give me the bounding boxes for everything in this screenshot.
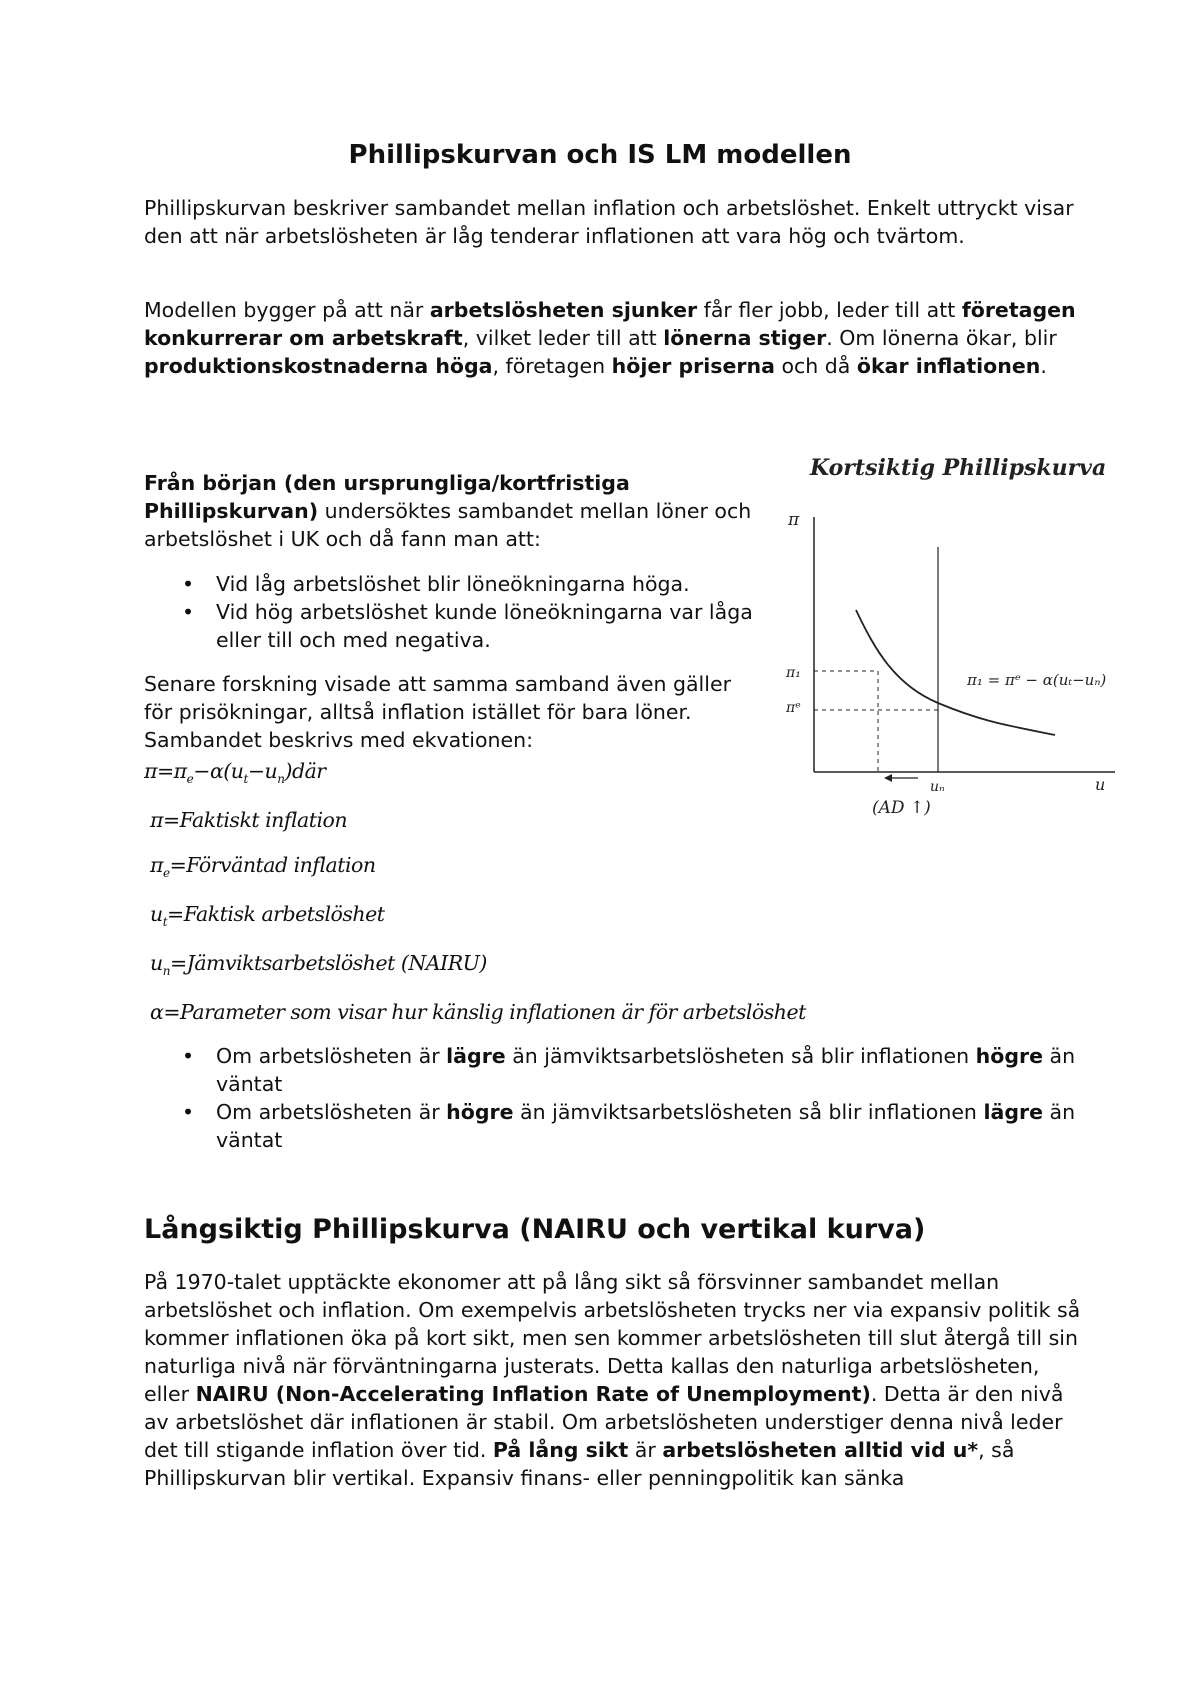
bold-text: NAIRU (Non-Accelerating Inflation Rate of Unemployment) <box>195 1382 871 1406</box>
definition-alpha: α=Parameter som visar hur känslig inflationen är för arbetslöshet <box>150 1000 806 1024</box>
effect-bullet-list <box>144 1042 1084 1154</box>
bold-text: arbetslösheten alltid vid u* <box>662 1438 979 1462</box>
definition-u-t: $u_t=Faktisk$ arbetslöshet <box>150 902 385 930</box>
bold-text: produktionskostnaderna höga <box>144 354 493 378</box>
bold-text: lönerna stiger <box>663 326 827 350</box>
list-item: • Om arbetslösheten är högre än jämviktsarbetslösheten så blir inflationen lägre än väntat <box>144 1098 1084 1154</box>
x-axis-label: u <box>1095 775 1106 794</box>
intro-paragraph: Phillipskurvan beskriver sambandet mellan inflation och arbetslöshet. Enkelt uttryckt visar den att när arbetslösheten är låg tenderar inflationen att vara hög och tvärtom. <box>144 196 1074 248</box>
arrow-left-icon <box>884 774 892 782</box>
bold-text: ökar inflationen <box>856 354 1041 378</box>
text-run: får fler jobb, leder till att <box>697 298 962 322</box>
main-equation: $\pi=\pi_e-\alpha(u_t-u_n)där$ <box>144 759 326 787</box>
list-item: • Om arbetslösheten är lägre än jämviktsarbetslösheten så blir inflationen högre än väntat <box>144 1042 1084 1098</box>
document-title: Phillipskurvan och IS LM modellen <box>348 140 852 170</box>
later-research-paragraph: Senare forskning visade att samma samband även gäller för prisökningar, alltså inflation istället för bara löner. Sambandet beskrivs med ekvationen: <box>144 672 731 752</box>
y-axis-label: π <box>788 510 800 530</box>
label-ad: (AD ↑) <box>872 798 931 818</box>
list-item: • Vid hög arbetslöshet kunde löneökningarna var låga eller till och med negativa. <box>144 598 759 654</box>
text-run: är <box>628 1438 663 1462</box>
bold-text: arbetslösheten sjunker <box>429 298 698 322</box>
text-run: . Om lönerna ökar, blir <box>826 326 1057 350</box>
definition-pi-e: $\pi_e=Förväntad$ inflation <box>150 853 376 881</box>
text-run: . Detta är den nivå av arbetslöshet där inflationen är stabil. Om arbetslösheten understiger denna nivå leder det till stigande inflation över tid. <box>144 1382 1064 1462</box>
long-run-paragraph <box>144 1268 1084 1492</box>
text-run: , företagen <box>492 354 612 378</box>
text-run: Modellen bygger på att när <box>144 298 430 322</box>
list-item: • Vid låg arbetslöshet blir löneökningarna höga. <box>144 570 759 598</box>
text-run: , så Phillipskurvan blir vertikal. Expansiv finans- eller penningpolitik kan sänka <box>144 1438 1015 1490</box>
definition-pi: π=Faktiskt inflation <box>150 808 348 832</box>
origin-bold-text: Från början (den ursprungliga/kortfristiga Phillipskurvan) <box>144 471 630 523</box>
definition-u-n: $u_n=Jämviktsarbetslöshet$ (NAIRU) <box>150 951 487 979</box>
origin-text: undersöktes sambandet mellan löner och arbetslöshet i UK och då fann man att: <box>144 499 752 551</box>
text-run: . <box>1040 354 1047 378</box>
figure-title: Kortsiktig Phillipskurva <box>810 455 1107 481</box>
bold-text: På lång sikt <box>492 1438 629 1462</box>
bold-text: höjer priserna <box>611 354 775 378</box>
long-run-heading: Långsiktig Phillipskurva (NAIRU och vertikal kurva) <box>144 1214 926 1245</box>
mechanism-paragraph <box>144 296 1084 380</box>
text-run: , vilket leder till att <box>462 326 664 350</box>
bold-text: företagen konkurrerar om arbetskraft <box>144 298 1076 350</box>
text-run: På 1970-talet upptäckte ekonomer att på lång sikt så försvinner sambandet mellan arbetslöshet och inflation. Om exempelvis arbetslösheten trycks ner via expansiv politik så kommer inflationen öka på kort sikt, men sen kommer arbetslösheten till slut återgå till sin naturliga nivå när förväntningarna justerats. Detta kallas den naturliga arbetslösheten, eller <box>144 1270 1081 1406</box>
label-pi-e: πᵉ <box>786 700 801 716</box>
label-u-n: uₙ <box>930 779 945 795</box>
origin-bullet-list <box>144 570 759 654</box>
curve-formula: π₁ = πᵉ − α(uₜ−uₙ) <box>967 671 1107 689</box>
text-run: och då <box>774 354 857 378</box>
origin-paragraph <box>144 469 759 553</box>
label-pi1: π₁ <box>786 665 801 681</box>
phillips-curve-figure <box>770 445 1150 830</box>
